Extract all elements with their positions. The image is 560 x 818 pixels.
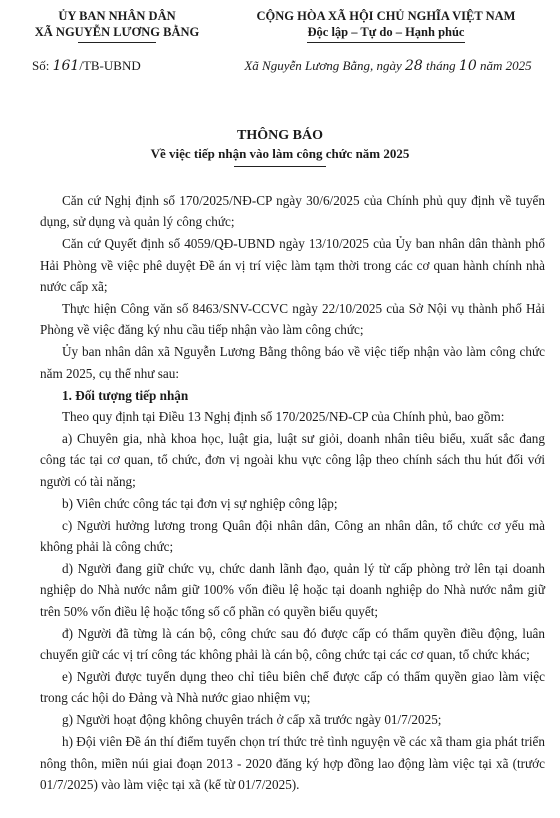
list-item: e) Người được tuyển dụng theo chỉ tiêu biên chế được cấp có thẩm quyền giao làm việc trong các hội do Đảng và Nhà nước giao nhiệm vụ; [40, 668, 545, 706]
agency-name-line1: ỦY BAN NHÂN DÂN [58, 9, 176, 23]
date-year: năm 2025 [480, 58, 532, 73]
document-number [32, 58, 141, 74]
legal-basis-3: Thực hiện Công văn số 8463/SNV-CCVC ngày 22/10/2025 của Sở Nội vụ thành phố Hải Phòng về việc đăng ký nhu cầu tiếp nhận vào làm công chức; [40, 301, 545, 338]
document-number-handwritten: 161 [52, 58, 80, 74]
list-item: a) Chuyên gia, nhà khoa học, luật gia, luật sư giỏi, doanh nhân tiêu biểu, xuất sắc đang công tác tại cơ quan, tổ chức, đơn vị ngoài khu vực công lập theo chính sách thu hút đối với người có tài năng; [40, 430, 545, 489]
section-1-intro: Theo quy định tại Điều 13 Nghị định số 170/2025/NĐ-CP của Chính phủ, bao gồm: [62, 409, 505, 425]
document-subtitle: Về việc tiếp nhận vào làm công chức năm 2025 [150, 146, 410, 161]
motto-underline [307, 42, 465, 43]
document-title: THÔNG BÁO [237, 128, 323, 143]
list-item: đ) Người đã từng là cán bộ, công chức sau đó được cấp có thẩm quyền điều động, luân chuyển giữ các vị trí công tác không phải là cán bộ, công chức tại các cơ quan, tổ chức khác; [40, 625, 545, 663]
document-number-prefix: Số: [32, 58, 50, 73]
list-item: c) Người hưởng lương trong Quân đội nhân dân, Công an nhân dân, tổ chức cơ yếu mà không phải là công chức; [40, 517, 545, 554]
issuing-agency [22, 8, 212, 40]
legal-basis-1: Căn cứ Nghị định số 170/2025/NĐ-CP ngày 30/6/2025 của Chính phủ quy định về tuyển dụng, sử dụng và quản lý công chức; [40, 193, 545, 230]
date-prefix: Xã Nguyễn Lương Bằng, ngày [244, 58, 402, 73]
date-month-label: tháng [426, 58, 456, 73]
legal-basis-2: Căn cứ Quyết định số 4059/QĐ-UBND ngày 13/10/2025 của Ủy ban nhân dân thành phố Hải Phòng về việc phê duyệt Đề án vị trí việc làm tạm thời trong các cơ quan hành chính nhà nước cấp xã; [40, 236, 545, 295]
list-item: d) Người đang giữ chức vụ, chức danh lãnh đạo, quản lý từ cấp phòng trở lên tại doanh nghiệp do Nhà nước nắm giữ 100% vốn điều lệ hoặc tại doanh nghiệp do Nhà nước nắm giữ trên 50% vốn điều lệ hoặc tổng số cổ phần có quyền biểu quyết; [40, 560, 545, 619]
document-body [40, 190, 545, 796]
national-motto [218, 8, 554, 40]
announcement-intro: Ủy ban nhân dân xã Nguyễn Lương Bằng thông báo về việc tiếp nhận vào làm công chức năm 2025, cụ thể như sau: [40, 344, 545, 381]
agency-underline [78, 42, 156, 43]
list-item: b) Viên chức công tác tại đơn vị sự nghiệp công lập; [62, 495, 338, 511]
date-month-handwritten: 10 [458, 58, 477, 74]
list-item: g) Người hoạt động không chuyên trách ở cấp xã trước ngày 01/7/2025; [62, 712, 442, 728]
document-number-suffix: /TB-UBND [79, 58, 141, 73]
date-day-handwritten: 28 [404, 58, 423, 74]
place-and-date [220, 58, 556, 74]
agency-name-line2: XÃ NGUYỄN LƯƠNG BẰNG [34, 25, 200, 39]
nation-motto: Độc lập – Tự do – Hạnh phúc [307, 25, 465, 39]
section-1-heading: 1. Đối tượng tiếp nhận [62, 387, 189, 403]
list-item: h) Đội viên Đề án thí điểm tuyển chọn trí thức trẻ tình nguyện về các xã tham gia phát triển nông thôn, miền núi giai đoạn 2013 - 2020 đăng ký hợp đồng lao động làm việc tại xã (trước 01/7/2025) vào làm việc tại xã (kể từ 01/7/2025). [40, 734, 545, 792]
subtitle-underline [234, 166, 326, 167]
nation-name: CỘNG HÒA XÃ HỘI CHỦ NGHĨA VIỆT NAM [256, 9, 516, 23]
